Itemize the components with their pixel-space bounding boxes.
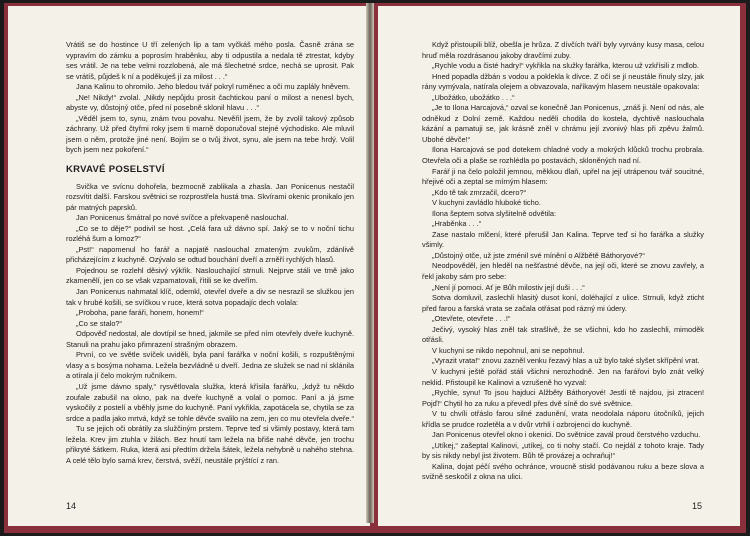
paragraph: V kuchyni zavládlo hluboké ticho. — [432, 198, 541, 208]
paragraph: „Rychle, synu! To jsou hajduci Alžběty Báthoryové! Jestli tě najdou, jsi ztracen! Pojď!“ Chytil ho za ruku a převedl přes dvě síně do své světnice. — [422, 388, 704, 408]
paragraph: „Pst!“ napomenul ho farář a napjatě naslouchal zmateným zvukům, zdánlivě přicházejícím z kuchyně. Ozývalo se odtud bouchání dveří a zrněří rychlých hlasů. — [66, 244, 354, 265]
paragraph: „Je to Ilona Harcajová,“ ozval se konečně Jan Ponicenus, „znáš ji. Není od nás, ale odněkud z Dolní země. Každou neděli chodila do kostela, dychtivě naslouchala kázání a pamatuji se, jak krásně zněl v chrámu její zvonivý hlas při zpěvu žalmů. Ubohé děvče!“ — [422, 103, 704, 144]
paragraph: Ječivý, vysoký hlas zněl tak strašlivě, že se všichni, kdo ho zaslechli, mimoděk otřásli. — [422, 324, 704, 345]
paragraph: V kuchyni se nikdo nepohnul, ani se nepohnul. — [432, 345, 585, 355]
right-body-text — [422, 40, 704, 483]
paragraph: Jan Ponicenus šmátral po nové svíčce a překvapeně naslouchal. — [76, 213, 289, 223]
paragraph: „Důstojný otče, už jste zménil své mínění o Alžbětě Báthoryové?“ — [432, 250, 645, 260]
page-number-right: 15 — [691, 501, 702, 512]
paragraph: Zase nastalo mlčení, které přerušil Jan Kalina. Teprve teď si ho farářka a služky všimly. — [422, 229, 704, 250]
paragraph: Kalina, dojat péčí svého ochránce, vroucně stiskl podávanou ruku a beze slova a svižně seskočil z okna na ulici. — [422, 461, 704, 482]
paragraph: Ilona šeptem sotva slyšitelně odvětila: — [432, 208, 557, 218]
paragraph: „Rychle vodu a čisté hadry!“ vykřikla na služky farářka, kterou už vzkřísili z mdlob. — [432, 61, 699, 71]
paragraph: „Hraběnka . . .“ — [432, 219, 482, 229]
paragraph: Pojednou se rozlehl děsivý výkřik. Naslouchající strnuli. Nejprve stáli ve tmě jako zkamenělí, jen co se však vzpamatovali, řítili se ke dveřím. — [66, 265, 354, 286]
paragraph: Jan Ponicenus nahmatal klíč, odemkl, otevřel dveře a div se nesrazil se služkou jen tak v hrubé košili, se svíčkou v ruce, která sotva popadajíc dech volala: — [66, 287, 354, 307]
paragraph: V tu chvíli otřáslo farou silné zadunění, vrata neodolala náporu útočníků, jejich křídla se prudce rozletěla a v dvůr vtrhli i ozbrojenci do kuchyně. — [422, 409, 704, 429]
paragraph: „Vyrazit vrata!“ znovu zazněl venku řezavý hlas a už bylo také slyšet skřípění vrat. — [432, 356, 700, 366]
paragraph: Sotva domluvil, zaslechli hlasitý dusot koní, doléhající z ulice. Strnuli, když zticht před farou a farská vrata se začala otřásat pod rázný mi údery. — [422, 293, 704, 313]
paragraph: „Ubožátko, ubožátko . . .“ — [432, 92, 515, 102]
paragraph: „Co se to děje?“ podivil se host. „Celá fara už dávno spí. Jaký se to v noční tichu rozléhá šum a lomoz?“ — [66, 223, 354, 244]
paragraph: „Co se stalo?“ — [76, 318, 123, 328]
left-page — [8, 6, 370, 526]
paragraph: Vrátiš se do hostince U tří zelených lip a tam vyčkáš mého posla. Časně zrána se vypravím do zámku a poprosím hraběnku, aby ti odpustila a nedala tě ztrestat, kdyby ses vrátil. Je na tebe velmi rozzlobená, ale má šlechetné srdce, nechá se uprosit. Pak se vrátíš, půjdeš k ní a poděkuješ jí za milost . . .“ — [66, 40, 354, 81]
paragraph: „Věděl jsem to, synu, znám tvou povahu. Nevěřil jsem, že by zvolil takový způsob záchrany. Už před čtyřmi roky jsem ti marně doporučoval stejné východisko. Ale mluvil jsem o něm, protože jiné není. Bojím se o tvůj život, synu, ale jsem na tebe hrdý. Volil bych jsem nez pokoření.“ — [66, 113, 354, 155]
left-intro-text — [66, 40, 354, 156]
book-gutter — [366, 3, 374, 523]
paragraph: „Utíkej,“ zašeptal Kalinovi, „utíkej, co ti nohy stačí. Co nejdál z tohoto kraje. Tady by sis nikdy nebyl jist životem. Bůh tě provázej a ochraňuj!“ — [422, 440, 704, 461]
book-spread — [4, 3, 746, 533]
paragraph: „Kdo tě tak zmrzačil, dcero?“ — [432, 187, 527, 197]
paragraph: Tu se jejich oči obrátily za služčiným prstem. Teprve teď si všimly postavy, která tam ležela. Krev jim ztuhla v žilách. Bez hnutí tam ležela na břiše nahé děvče, jen trochu přikryté šátkem. Ruka, která asi předtím držela šátek, ležela nehybně u nahého stehna. A celé tělo bylo samá krev, čerstvá, svěží, neustále prýštící z ran. — [66, 424, 354, 465]
paragraph: Hned popadla džbán s vodou a poklekla k dívce. Z očí se jí neustále řinuly slzy, jak rány vymývala, natírala olejem a obvazovala, naříkavým hlasem neustále opakovala: — [422, 71, 704, 92]
paragraph: „Ne! Nikdy!“ zvolal. „Nikdy nepůjdu prosit čachtickou paní o milost a nenesl bych, abyste vy, důstojný otče, před ní posebně sklonil hlavu . . .“ — [66, 92, 354, 113]
paragraph: „Otevřete, otevřete . . .!“ — [432, 314, 511, 324]
paragraph: Farář ji na čelo položil jemnou, měkkou dlaň, upřel na její utrápenou tvář soucitné, hřejivé oči a zeptal se mírným hlasem: — [422, 166, 704, 187]
paragraph: Svička ve svícnu dohořela, bezmocně zablikala a zhasla. Jan Ponicenus nestačil rozsvítit další. Farskou světnici se rozprostřela hustá tma. Skvírami okenic pronikalo jen pár matných paprsků. — [66, 181, 354, 212]
paragraph: „Není jí pomoci. Ať je Bůh milostiv její duši . . .“ — [432, 282, 585, 292]
paragraph: Neodpověděl, jen hleděl na nešťastné děvče, na její oči, které se znovu zavřely, a řekl jakoby sám pro sebe: — [422, 261, 704, 282]
paragraph: Když přistoupili blíž, obešla je hrůza. Z dívčích tváří byly vyrvány kusy masa, celou hruď měla rozdrásanou jakoby dravčími zuby. — [422, 40, 704, 60]
paragraph: V kuchyni ještě pořád stáli všichni nerozhodně. Jen na farářovi bylo znát velký neklid. Přistoupil ke Kalinovi a vzrušeně ho vyzval: — [422, 366, 704, 387]
chapter-heading: KRVAVÉ POSELSTVÍ — [66, 164, 165, 176]
paragraph: Ilona Harcajová se pod dotekem chladné vody a mokrých klůcků trochu probrala. Otevřela oči a plaše se rozhlédla po postavách, skloněných nad ní. — [422, 145, 704, 166]
paragraph: „Proboha, pane faráři, honem, honem!“ — [76, 308, 204, 318]
paragraph: Jana Kalinu to ohromilo. Jeho bledou tvář pokryl ruměnec a oči mu zaplály hněvem. — [76, 82, 351, 92]
page-number-left: 14 — [66, 501, 77, 512]
paragraph: Jan Ponicenus otevřel okno i okenici. Do světnice zavál proud čerstvého vzduchu. — [432, 430, 701, 440]
paragraph: První, co ve světle svíček uviděli, byla paní farářka v noční košili, s rozpuštěnými vlasy a s bosýma nohama. Ležela bezvládně u dveří. Jedna ze služek se nad ní sklánila a otírala jí čelo mokrým ručníkem. — [66, 350, 354, 381]
left-body-text — [66, 182, 354, 467]
paragraph: „Už jsme dávno spaly,“ rysvětlovala služka, která křísila farářku, „když tu někdo zoufale zabušil na okno, pak na dveře kuchyně a volal o pomoc. Paní a já jsme vyskočily z postelí a vběhly jsme do kuchyně. Paní vykřikla, zapotácela se, chytila se za srdce a padla jako mrtvá, když se tohle děvče svalilo na zem, jen co mu otevřela dveře.“ — [66, 381, 354, 423]
right-page — [378, 6, 740, 526]
paragraph: Odpověď nedostal, ale dovtípil se hned, jakmile se před ním otevřely dveře kuchyně. Stanuli na prahu jako přimrazení strašným obrazem. — [66, 329, 354, 349]
